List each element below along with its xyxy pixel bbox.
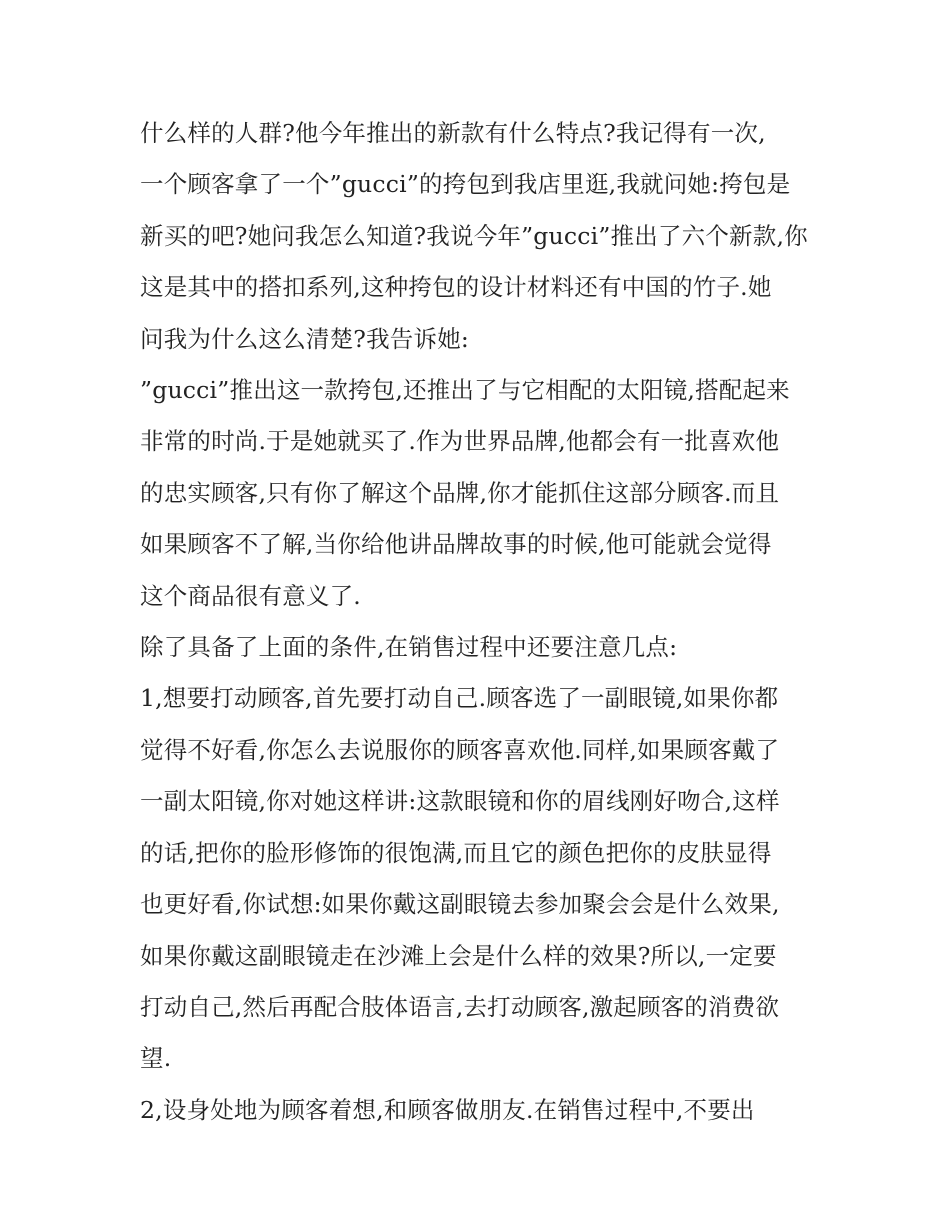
text-line: 觉得不好看,你怎么去说服你的顾客喜欢他.同样,如果顾客戴了 [140, 735, 780, 764]
text-line: 如果顾客不了解,当你给他讲品牌故事的时候,他可能就会觉得 [140, 530, 772, 559]
text-line: 1,想要打动顾客,首先要打动自己.顾客选了一副眼镜,如果你都 [140, 684, 779, 713]
text-line: 2,设身处地为顾客着想,和顾客做朋友.在销售过程中,不要出 [140, 1095, 755, 1124]
text-line: 的话,把你的脸形修饰的很饱满,而且它的颜色把你的皮肤显得 [140, 838, 772, 867]
text-line: 如果你戴这副眼镜走在沙滩上会是什么样的效果?所以,一定要 [140, 941, 777, 970]
body-text [140, 108, 830, 1136]
text-line: 的忠实顾客,只有你了解这个品牌,你才能抓住这部分顾客.而且 [140, 478, 780, 507]
text-line: 这是其中的搭扣系列,这种挎包的设计材料还有中国的竹子.她 [140, 273, 772, 302]
text-line: 什么样的人群?他今年推出的新款有什么特点?我记得有一次, [140, 119, 766, 147]
text-line: 也更好看,你试想:如果你戴这副眼镜去参加聚会会是什么效果, [140, 890, 780, 919]
text-line: 这个商品很有意义了. [140, 581, 361, 610]
text-line: 非常的时尚.于是她就买了.作为世界品牌,他都会有一批喜欢他 [140, 427, 780, 456]
text-line: 一副太阳镜,你对她这样讲:这款眼镜和你的眉线刚好吻合,这样 [140, 787, 780, 816]
text-line: ”gucci”推出这一款挎包,还推出了与它相配的太阳镜,搭配起来 [140, 376, 790, 405]
text-line: 问我为什么这么清楚?我告诉她: [140, 324, 470, 353]
text-line: 除了具备了上面的条件,在销售过程中还要注意几点: [140, 633, 678, 662]
text-line: 一个顾客拿了一个”gucci”的挎包到我店里逛,我就问她:挎包是 [140, 170, 791, 199]
text-line: 望. [140, 1044, 172, 1073]
text-line: 打动自己,然后再配合肢体语言,去打动顾客,激起顾客的消费欲 [140, 992, 780, 1021]
text-line: 新买的吧?她问我怎么知道?我说今年”gucci”推出了六个新款,你 [140, 221, 808, 250]
